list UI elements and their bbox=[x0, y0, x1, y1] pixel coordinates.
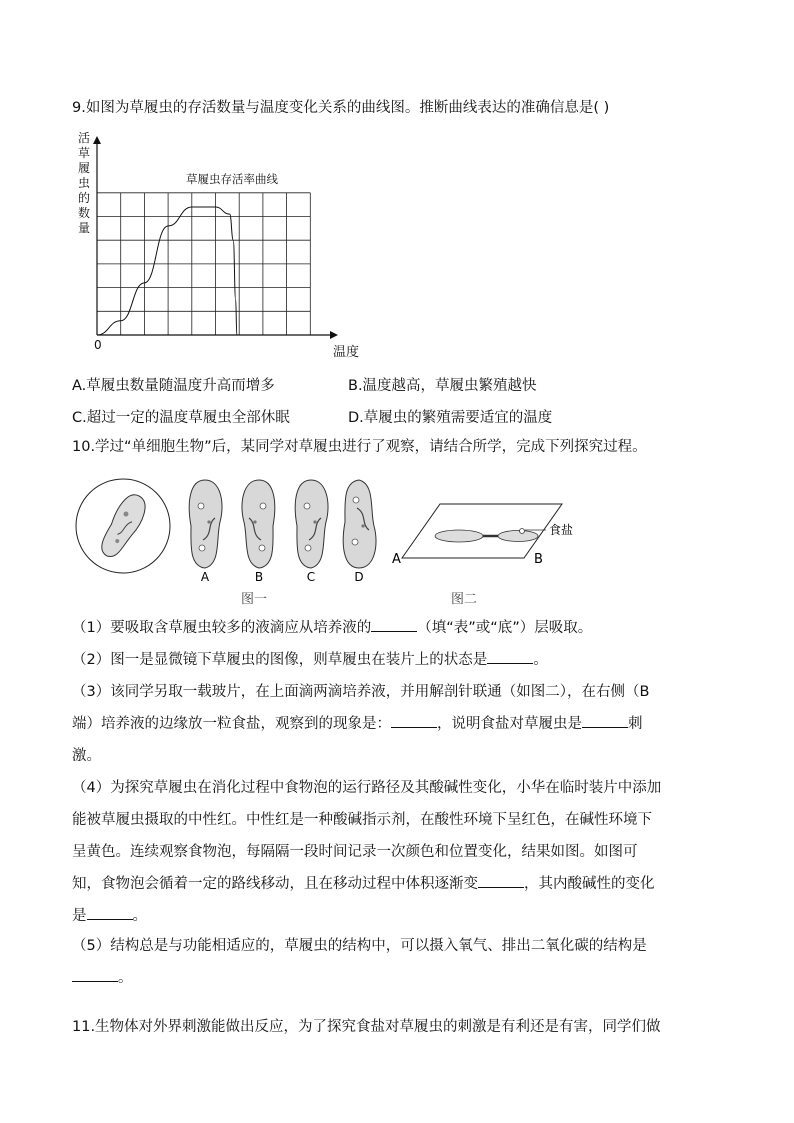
slide-label-a: A bbox=[392, 552, 401, 567]
sub-question-5: （5）结构总是与功能相适应的，草履虫的结构中，可以摄入氧气、排出二氧化碳的结构是 。 bbox=[72, 938, 647, 986]
question-9-stem: 9.如图为草履虫的存活数量与温度变化关系的曲线图。推断曲线表达的准确信息是( ) bbox=[72, 100, 610, 116]
label-a: A bbox=[200, 570, 210, 584]
y-axis-label-char: 数 bbox=[78, 206, 91, 220]
glass-slide bbox=[402, 504, 562, 558]
option-a: A.草履虫数量随温度升高而增多 bbox=[72, 378, 275, 394]
y-axis-label-char: 草 bbox=[78, 146, 91, 160]
origin-label: 0 bbox=[94, 338, 102, 352]
y-axis-arrow bbox=[93, 136, 101, 144]
label-d: D bbox=[354, 570, 364, 584]
x-axis-label: 温度 bbox=[333, 345, 360, 360]
y-axis-label bbox=[78, 131, 90, 235]
paramecium-images bbox=[189, 480, 376, 568]
label-c: C bbox=[306, 570, 316, 584]
option-d: D.草履虫的繁殖需要适宜的温度 bbox=[348, 410, 553, 426]
paramecium bbox=[343, 480, 376, 568]
survival-chart bbox=[72, 130, 372, 360]
chart-grid bbox=[97, 193, 310, 335]
answer-blank bbox=[87, 905, 133, 920]
figure1-caption: 图一 bbox=[240, 592, 268, 607]
sub-question-4: （4）为探究草履虫在消化过程中食物泡的运行路径及其酸碱性变化，小华在临时装片中添加 能被草履虫摄取的中性红。中性红是一种酸碱指示剂，在酸性环境下呈红色，在碱性环境下 呈黄色。连续观察食物泡，每隔隔一段时间记录一次颜色和位置变化，结果如图。如图可 知，食物泡会循着一定的路线移动，且在移动过程中体积逐渐变 ，其内酸碱性的变化 是 。 bbox=[72, 780, 662, 924]
option-c: C.超过一定的温度草履虫全部休眠 bbox=[72, 410, 290, 426]
microscope-field bbox=[76, 479, 170, 573]
figure2-caption: 图二 bbox=[450, 592, 478, 607]
salt-label: 食盐 bbox=[549, 523, 574, 537]
option-b: B.温度越高，草履虫繁殖越快 bbox=[348, 378, 537, 394]
paramecium bbox=[189, 480, 222, 568]
answer-blank bbox=[582, 713, 628, 728]
sub-question-3: （3）该同学另取一载玻片，在上面滴两滴培养液，并用解剖针联通（如图二），在右侧（B 端）培养液的边缘放一粒食盐，观察到的现象是： ，说明食盐对草履虫是 刺 激。 bbox=[72, 684, 650, 764]
y-axis-label-char: 活 bbox=[78, 131, 91, 145]
question-10-stem: 10.学过“单细胞生物”后，某同学对草履虫进行了观察，请结合所学，完成下列探究过程。 bbox=[72, 439, 647, 455]
answer-blank bbox=[391, 713, 437, 728]
sub-question-2: （2）图一是显微镜下草履虫的图像，则草履虫在装片上的状态是 。 bbox=[72, 644, 724, 676]
y-axis-label-char: 虫 bbox=[78, 176, 91, 190]
paramecium bbox=[295, 480, 328, 568]
answer-blank bbox=[72, 967, 118, 982]
chart-title: 草履虫存活率曲线 bbox=[186, 172, 278, 186]
answer-blank bbox=[371, 617, 417, 632]
y-axis-label-char: 履 bbox=[78, 161, 91, 175]
sub-question-1: （1）要吸取含草履虫较多的液滴应从培养液的 （填“表”或“底”）层吸取。 bbox=[72, 612, 724, 644]
answer-blank bbox=[478, 873, 524, 888]
slide-label-b: B bbox=[534, 552, 543, 567]
paramecium bbox=[242, 480, 275, 568]
question-11-stem: 11.生物体对外界刺激能做出反应，为了探究食盐对草履虫的刺激是有利还是有害，同学们做 bbox=[72, 1019, 661, 1035]
x-axis-arrow bbox=[330, 331, 338, 339]
y-axis-label-char: 量 bbox=[78, 221, 91, 235]
figures bbox=[72, 474, 612, 614]
y-axis-label-char: 的 bbox=[78, 191, 91, 205]
label-b: B bbox=[254, 570, 264, 584]
answer-blank bbox=[487, 649, 533, 664]
